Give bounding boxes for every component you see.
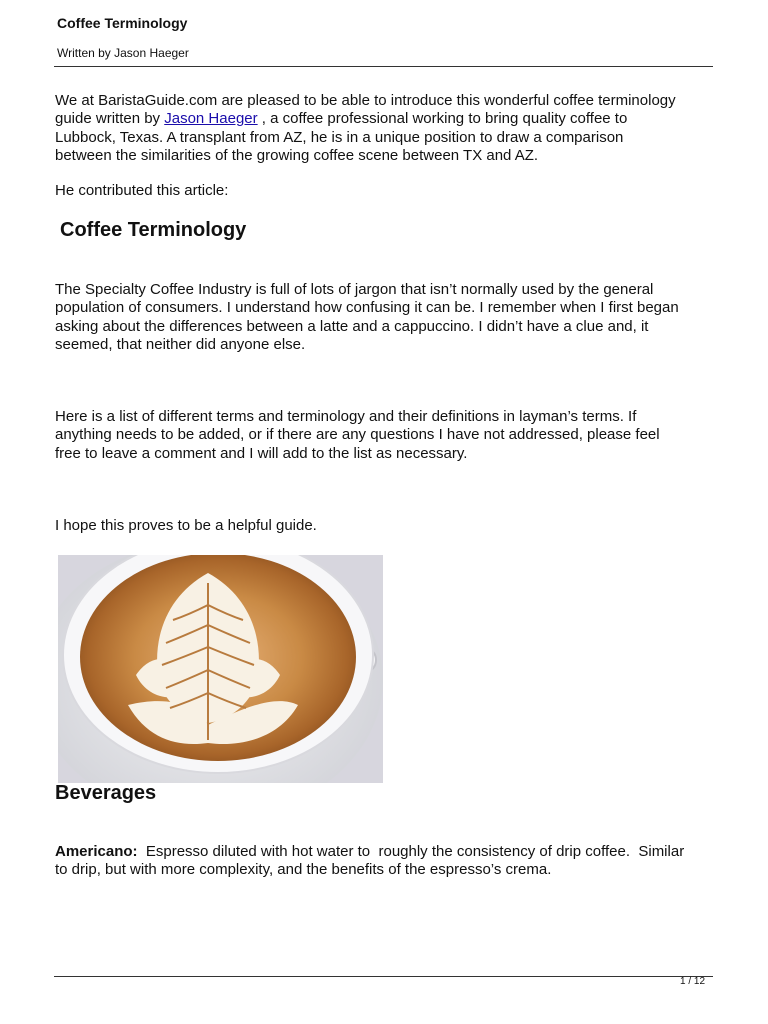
document-header-title: Coffee Terminology <box>57 15 188 31</box>
author-link[interactable]: Jason Haeger <box>164 110 258 128</box>
americano-term: Americano: <box>55 843 138 860</box>
footer-divider <box>54 976 713 977</box>
intro-paragraph: We at BaristaGuide.com are pleased to be able to introduce this wonderful coffee terminology guide written by Jason Haeger , a coffee professional working to bring quality coffee to Lubbock, Texas. A transplant from AZ, he is in a unique position to draw a comparison between the similarities of the growing coffee scene between TX and AZ. <box>55 92 676 164</box>
beverages-heading: Beverages <box>55 782 157 804</box>
terms-paragraph: Here is a list of different terms and terminology and their definitions in layman’s terms. If anything needs to be added, or if there are any questions I have not addressed, please feel free to leave a comment and I will add to the list as necessary. <box>55 408 660 462</box>
jargon-paragraph: The Specialty Coffee Industry is full of lots of jargon that isn’t normally used by the general population of consumers. I understand how confusing it can be. I remember when I first began asking about the differences between a latte and a cappuccino. I didn’t have a clue and, it seemed, that neither did anyone else. <box>55 281 679 353</box>
document-header-author: Written by Jason Haeger <box>57 46 189 60</box>
helpful-guide-text: I hope this proves to be a helpful guide. <box>55 517 317 534</box>
article-title: Coffee Terminology <box>60 219 247 241</box>
header-divider <box>54 66 713 67</box>
page-number: 1 / 12 <box>680 976 706 987</box>
latte-art-photo <box>58 555 383 783</box>
americano-definition: Americano: Espresso diluted with hot water to roughly the consistency of drip coffee. Similar to drip, but with more complexity, and the benefits of the espresso’s crema. <box>55 843 685 879</box>
contributed-text: He contributed this article: <box>55 182 229 199</box>
